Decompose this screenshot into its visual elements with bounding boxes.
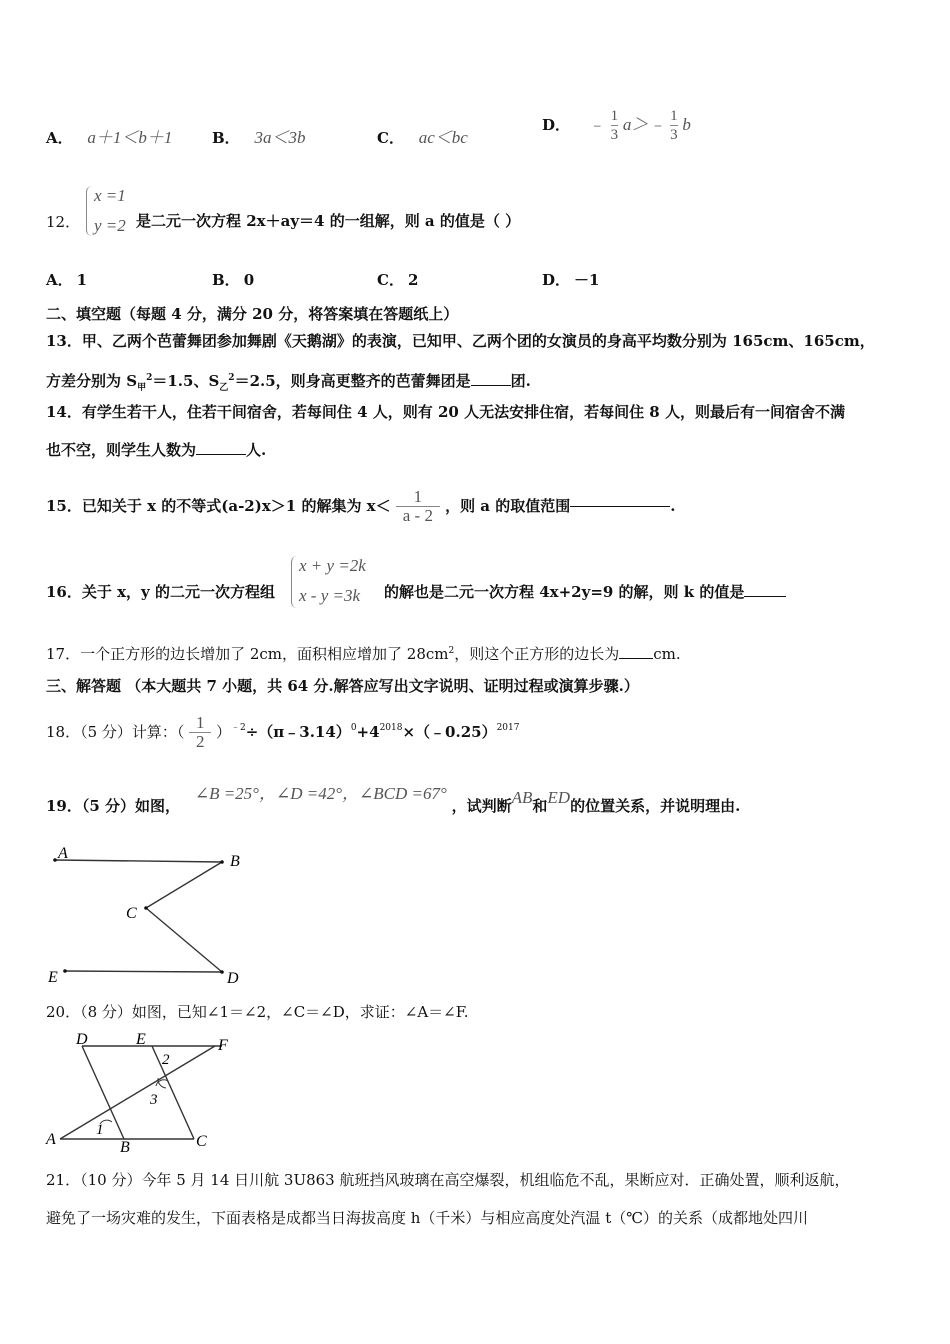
label-angle-3: 3	[150, 1092, 158, 1108]
section-answer-heading: 三、解答题 （本大题共 7 小题，共 64 分.解答应写出文字说明、证明过程或演算步骤.）	[46, 677, 639, 695]
q12-option-a: A． 1	[46, 271, 88, 289]
q14-line1: 14．有学生若干人，住若干间宿舍，若每间住 4 人，则有 20 人无法安排住宿，若每间住 8 人，则最后有一间宿舍不满	[46, 403, 845, 421]
q12-number: 12．	[46, 213, 81, 231]
q12-option-c: C． 2	[377, 271, 419, 289]
q21-line2: 避免了一场灾难的发生，下面表格是成都当日海拔高度 h（千米）与相应高度处汽温 t（℃）的关系（成都地处四川	[46, 1209, 809, 1227]
segment-BC	[146, 862, 222, 908]
q12-option-b: B． 0	[212, 271, 255, 289]
q19-figure	[40, 840, 260, 990]
q17-line: 17．一个正方形的边长增加了 2cm，面积相应增加了 $28cm^2$，则这个正方形的边长为 cm.	[46, 645, 681, 663]
segment-AB	[55, 860, 222, 862]
q16-pre: 16．关于 x，y 的二元一次方程组	[46, 583, 275, 601]
q16-post: 的解也是二元一次方程 4x+2y=9 的解，则 k 的值是	[384, 582, 786, 602]
q16-answer-blank[interactable]	[744, 596, 786, 597]
q13-line1: 13．甲、乙两个芭蕾舞团参加舞剧《天鹅湖》的表演，已知甲、乙两个团的女演员的身高平均数分别为 165cm、165cm，	[46, 332, 875, 350]
q17-answer-blank[interactable]	[619, 658, 653, 659]
label-angle-2: 2	[162, 1052, 170, 1068]
q11-option-b: B． 3a＜3b	[212, 128, 306, 147]
q14-line2: 也不空，则学生人数为 人.	[46, 441, 267, 459]
q16-sys-line2: x - y =3k	[299, 586, 361, 605]
label-C: C	[196, 1133, 207, 1150]
segment-ED	[65, 971, 222, 972]
q18-fraction: $\frac{1}{2}$	[189, 714, 211, 751]
point-D	[220, 970, 224, 974]
q16-system-brace	[291, 556, 298, 608]
q18-line: 18．（5 分）计算：（ $\frac{1}{2}$ ）$^{﹣2}\div(\pi﹣3.14)^0+4^{2018}\times(﹣0.25)^{2017}$	[46, 712, 520, 751]
segment-EC	[152, 1046, 194, 1139]
label-A: A	[46, 1131, 56, 1148]
q12-option-d: D． －1	[542, 271, 600, 289]
q20-figure	[40, 1026, 250, 1156]
q12-sys-line1: x =1	[94, 186, 126, 205]
q19-angles: ∠B =25°，∠D =42°，∠BCD =67°	[194, 784, 447, 803]
q12-text: 是二元一次方程 2x＋ay＝4 的一组解，则 a 的值是（ ）	[136, 212, 521, 230]
point-A	[53, 858, 57, 862]
q15-fraction: $\frac{1}{a - 2}$	[396, 488, 440, 525]
point-C	[144, 906, 148, 910]
label-B: B	[120, 1139, 130, 1156]
segment-AF	[60, 1046, 215, 1139]
label-C: C	[126, 905, 137, 922]
q11-option-d: D． ﹣ $\frac{1}{3}$ a＞﹣ $\frac{1}{3}$ b	[542, 107, 691, 143]
point-E	[63, 969, 67, 973]
label-angle-1: 1	[96, 1122, 104, 1138]
segment-CD	[146, 908, 222, 972]
label-D: D	[76, 1031, 88, 1048]
label-E: E	[136, 1031, 146, 1048]
q20-text: 20．（8 分）如图，已知∠1＝∠2，∠C＝∠D，求证：∠A＝∠F.	[46, 1003, 469, 1021]
q21-line1: 21．（10 分）今年 5 月 14 日川航 3U863 航班挡风玻璃在高空爆裂，机组临危不乱，果断应对．正确处置，顺利返航，	[46, 1171, 850, 1189]
q11-option-c: C． ac＜bc	[377, 128, 468, 147]
point-B	[220, 860, 224, 864]
fraction-one-third-2: $\frac{1}{3}$	[670, 107, 678, 143]
q19-line: 19．（5 分）如图， ∠B =25°，∠D =42°，∠BCD =67° ，试判断AB和ED的位置关系，并说明理由.	[46, 784, 741, 815]
q12-system-brace	[86, 186, 93, 236]
label-D: D	[227, 970, 239, 987]
section-fill-in-heading: 二、填空题（每题 4 分，满分 20 分，将答案填在答题纸上）	[46, 305, 459, 323]
label-A: A	[58, 845, 68, 862]
q12-sys-line2: y =2	[94, 216, 126, 235]
label-B: B	[230, 853, 240, 870]
q14-answer-blank[interactable]	[196, 454, 246, 455]
q15-line: 15．已知关于 x 的不等式(a-2)x＞1 的解集为 x＜ $\frac{1}{a - 2}$ ，则 a 的取值范围 .	[46, 486, 676, 525]
q13-answer-blank[interactable]	[471, 385, 511, 386]
q11-option-a: A． a＋1＜b＋1	[46, 128, 173, 147]
label-F: F	[218, 1037, 228, 1054]
label-E: E	[48, 969, 58, 986]
fraction-one-third: $\frac{1}{3}$	[610, 107, 619, 143]
q13-line2: 方差分别为 $S_甲^2=1.5$、$S_乙^2=2.5$，则身高更整齐的芭蕾舞团是 团.	[46, 372, 531, 393]
q15-answer-blank[interactable]	[570, 506, 670, 507]
q16-sys-line1: x + y =2k	[299, 556, 366, 575]
